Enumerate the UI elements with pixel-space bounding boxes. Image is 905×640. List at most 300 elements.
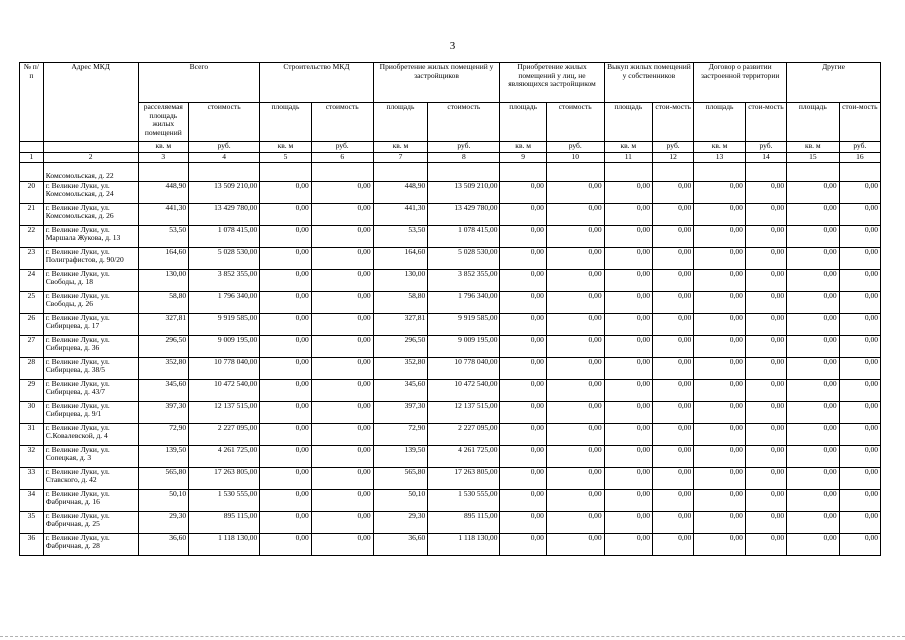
row-purchase-builders-area: 441,30: [373, 203, 428, 225]
row-dev-area: 0,00: [694, 445, 746, 467]
row-purchase-builders-area: 164,60: [373, 247, 428, 269]
unit-rub: руб.: [189, 142, 260, 153]
row-other-cost: 0,00: [839, 467, 880, 489]
column-number: 11: [604, 153, 652, 163]
column-number: 13: [694, 153, 746, 163]
row-purchase-builders-cost: 13 509 210,00: [428, 181, 500, 203]
row-total-area: 397,30: [138, 401, 189, 423]
subheader-cost: стоимость: [189, 103, 260, 142]
row-dev-area: 0,00: [694, 489, 746, 511]
row-buyout-cost: 0,00: [653, 247, 694, 269]
row-other-cost: 0,00: [839, 247, 880, 269]
row-number: 34: [20, 489, 44, 511]
row-buyout-cost: 0,00: [653, 379, 694, 401]
subheader-area: площадь: [694, 103, 746, 142]
row-construction-cost: 0,00: [311, 203, 373, 225]
subheader-cost: стоимость: [428, 103, 500, 142]
row-buyout-cost: 0,00: [653, 291, 694, 313]
unit-rub: руб.: [311, 142, 373, 153]
row-dev-area: 0,00: [694, 291, 746, 313]
row-dev-cost: 0,00: [745, 291, 786, 313]
scan-edge: [0, 636, 905, 637]
row-total-cost: 13 509 210,00: [189, 181, 260, 203]
row-total-area: 58,80: [138, 291, 189, 313]
row-dev-area: 0,00: [694, 203, 746, 225]
row-total-area: 352,80: [138, 357, 189, 379]
row-address: г. Великие Луки, ул. Сибирцева, д. 17: [43, 313, 138, 335]
table-row: [20, 533, 881, 555]
table-row: [20, 335, 881, 357]
row-other-area: 0,00: [787, 357, 840, 379]
row-construction-area: 0,00: [260, 313, 312, 335]
row-other-cost: 0,00: [839, 423, 880, 445]
row-dev-cost: 0,00: [745, 511, 786, 533]
header-total: Всего: [138, 63, 260, 103]
subheader-area: площадь: [604, 103, 652, 142]
row-purchase-builders-area: 58,80: [373, 291, 428, 313]
unit-sqm: кв. м: [138, 142, 189, 153]
row-buyout-cost: 0,00: [653, 357, 694, 379]
row-address: г. Великие Луки, ул. Сибирцева, д. 9/1: [43, 401, 138, 423]
row-construction-area: 0,00: [260, 423, 312, 445]
row-total-cost: 1 078 415,00: [189, 225, 260, 247]
column-number: 7: [373, 153, 428, 163]
row-other-cost: 0,00: [839, 269, 880, 291]
row-other-area: 0,00: [787, 511, 840, 533]
subheader-area: площадь: [373, 103, 428, 142]
column-number: 6: [311, 153, 373, 163]
row-construction-area: 0,00: [260, 489, 312, 511]
row-buyout-cost: 0,00: [653, 203, 694, 225]
row-address: г. Великие Луки, ул. Фабричная, д. 16: [43, 489, 138, 511]
page-number: 3: [449, 40, 456, 52]
row-purchase-builders-cost: 4 261 725,00: [428, 445, 500, 467]
subheader-area: площадь: [787, 103, 840, 142]
row-dev-area: 0,00: [694, 269, 746, 291]
row-total-cost: 3 852 355,00: [189, 269, 260, 291]
row-purchase-nonbuilders-area: 0,00: [500, 203, 546, 225]
row-total-cost: 895 115,00: [189, 511, 260, 533]
row-purchase-nonbuilders-cost: 0,00: [546, 269, 604, 291]
row-purchase-nonbuilders-area: 0,00: [500, 401, 546, 423]
row-construction-cost: 0,00: [311, 379, 373, 401]
row-dev-area: 0,00: [694, 181, 746, 203]
subheader-cost: стои-мость: [839, 103, 880, 142]
row-buyout-area: 0,00: [604, 225, 652, 247]
row-construction-area: 0,00: [260, 357, 312, 379]
row-construction-cost: 0,00: [311, 533, 373, 555]
column-number: 9: [500, 153, 546, 163]
column-number: 8: [428, 153, 500, 163]
row-address: г. Великие Луки, ул. Сибирцева, д. 36: [43, 335, 138, 357]
row-dev-cost: 0,00: [745, 269, 786, 291]
row-other-area: 0,00: [787, 533, 840, 555]
row-purchase-nonbuilders-area: 0,00: [500, 357, 546, 379]
row-dev-cost: 0,00: [745, 467, 786, 489]
row-purchase-nonbuilders-cost: 0,00: [546, 225, 604, 247]
row-purchase-builders-area: 296,50: [373, 335, 428, 357]
row-dev-area: 0,00: [694, 467, 746, 489]
row-total-area: 164,60: [138, 247, 189, 269]
row-other-cost: 0,00: [839, 511, 880, 533]
row-purchase-nonbuilders-area: 0,00: [500, 181, 546, 203]
row-number: 30: [20, 401, 44, 423]
row-construction-area: 0,00: [260, 533, 312, 555]
column-number: 12: [653, 153, 694, 163]
row-total-area: 345,60: [138, 379, 189, 401]
row-purchase-builders-area: 352,80: [373, 357, 428, 379]
row-address: г. Великие Луки, ул. Сибирцева, д. 43/7: [43, 379, 138, 401]
row-dev-area: 0,00: [694, 379, 746, 401]
row-buyout-area: 0,00: [604, 401, 652, 423]
row-other-area: 0,00: [787, 423, 840, 445]
row-dev-area: 0,00: [694, 401, 746, 423]
row-other-area: 0,00: [787, 269, 840, 291]
row-buyout-area: 0,00: [604, 357, 652, 379]
column-number: 16: [839, 153, 880, 163]
row-purchase-builders-cost: 5 028 530,00: [428, 247, 500, 269]
row-construction-cost: 0,00: [311, 511, 373, 533]
subheader-area: площадь: [260, 103, 312, 142]
fragment-address: Комсомольская, д. 22: [43, 162, 138, 181]
row-purchase-nonbuilders-area: 0,00: [500, 291, 546, 313]
row-purchase-builders-area: 130,00: [373, 269, 428, 291]
row-other-cost: 0,00: [839, 533, 880, 555]
row-total-cost: 10 472 540,00: [189, 379, 260, 401]
row-purchase-nonbuilders-area: 0,00: [500, 467, 546, 489]
row-address: г. Великие Луки, ул. Фабричная, д. 25: [43, 511, 138, 533]
subheader-cost: стоимость: [546, 103, 604, 142]
row-total-cost: 5 028 530,00: [189, 247, 260, 269]
row-total-area: 448,90: [138, 181, 189, 203]
row-other-cost: 0,00: [839, 379, 880, 401]
row-purchase-builders-area: 397,30: [373, 401, 428, 423]
row-address: г. Великие Луки, ул. Сибирцева, д. 38/5: [43, 357, 138, 379]
header-dev-agreement: Договор о развитии застроенной территории: [694, 63, 787, 103]
row-construction-cost: 0,00: [311, 489, 373, 511]
table-row: [20, 225, 881, 247]
unit-sqm: кв. м: [694, 142, 746, 153]
unit-sqm: кв. м: [604, 142, 652, 153]
row-construction-cost: 0,00: [311, 247, 373, 269]
row-purchase-nonbuilders-cost: 0,00: [546, 445, 604, 467]
row-total-area: 139,50: [138, 445, 189, 467]
row-construction-area: 0,00: [260, 335, 312, 357]
table-row: [20, 291, 881, 313]
header-purchase-nonbuilders: Приобретение жилых помещений у лиц, не являющихся застройщиком: [500, 63, 604, 103]
row-purchase-builders-cost: 1 078 415,00: [428, 225, 500, 247]
row-address: г. Великие Луки, ул. Ставского, д. 42: [43, 467, 138, 489]
row-dev-area: 0,00: [694, 225, 746, 247]
table-row: [20, 203, 881, 225]
row-construction-area: 0,00: [260, 225, 312, 247]
row-construction-cost: 0,00: [311, 269, 373, 291]
row-purchase-builders-area: 565,80: [373, 467, 428, 489]
row-total-area: 130,00: [138, 269, 189, 291]
row-buyout-area: 0,00: [604, 533, 652, 555]
row-buyout-area: 0,00: [604, 423, 652, 445]
column-number: 10: [546, 153, 604, 163]
row-other-area: 0,00: [787, 445, 840, 467]
row-number: 31: [20, 423, 44, 445]
row-total-area: 72,90: [138, 423, 189, 445]
unit-sqm: кв. м: [787, 142, 840, 153]
row-dev-cost: 0,00: [745, 335, 786, 357]
row-buyout-cost: 0,00: [653, 445, 694, 467]
row-construction-area: 0,00: [260, 511, 312, 533]
row-address: г. Великие Луки, ул. Сопецкая, д. 3: [43, 445, 138, 467]
row-purchase-builders-cost: 1 118 130,00: [428, 533, 500, 555]
row-number: 25: [20, 291, 44, 313]
row-purchase-builders-cost: 12 137 515,00: [428, 401, 500, 423]
row-purchase-nonbuilders-area: 0,00: [500, 313, 546, 335]
row-purchase-builders-area: 50,10: [373, 489, 428, 511]
row-construction-area: 0,00: [260, 269, 312, 291]
row-construction-cost: 0,00: [311, 181, 373, 203]
row-purchase-nonbuilders-cost: 0,00: [546, 181, 604, 203]
row-buyout-area: 0,00: [604, 181, 652, 203]
row-purchase-nonbuilders-cost: 0,00: [546, 313, 604, 335]
header-buyout: Выкуп жилых помещений у собственников: [604, 63, 694, 103]
row-buyout-cost: 0,00: [653, 335, 694, 357]
row-number: 36: [20, 533, 44, 555]
row-other-area: 0,00: [787, 181, 840, 203]
row-total-area: 29,30: [138, 511, 189, 533]
row-dev-area: 0,00: [694, 335, 746, 357]
row-other-area: 0,00: [787, 335, 840, 357]
row-address: г. Великие Луки, ул. Комсомольская, д. 24: [43, 181, 138, 203]
row-purchase-builders-cost: 9 009 195,00: [428, 335, 500, 357]
row-total-cost: 1 796 340,00: [189, 291, 260, 313]
row-purchase-builders-area: 29,30: [373, 511, 428, 533]
row-total-area: 50,10: [138, 489, 189, 511]
row-total-cost: 10 778 040,00: [189, 357, 260, 379]
unit-rub: руб.: [745, 142, 786, 153]
row-dev-cost: 0,00: [745, 181, 786, 203]
row-purchase-nonbuilders-area: 0,00: [500, 247, 546, 269]
row-address: г. Великие Луки, ул. Комсомольская, д. 26: [43, 203, 138, 225]
row-purchase-builders-cost: 9 919 585,00: [428, 313, 500, 335]
row-other-cost: 0,00: [839, 357, 880, 379]
row-construction-cost: 0,00: [311, 313, 373, 335]
row-purchase-nonbuilders-cost: 0,00: [546, 379, 604, 401]
row-number: 27: [20, 335, 44, 357]
row-purchase-nonbuilders-cost: 0,00: [546, 203, 604, 225]
column-number: 15: [787, 153, 840, 163]
row-construction-area: 0,00: [260, 291, 312, 313]
row-construction-cost: 0,00: [311, 291, 373, 313]
row-construction-area: 0,00: [260, 379, 312, 401]
unit-rub: руб.: [653, 142, 694, 153]
row-buyout-area: 0,00: [604, 313, 652, 335]
row-buyout-cost: 0,00: [653, 533, 694, 555]
row-dev-cost: 0,00: [745, 225, 786, 247]
row-other-cost: 0,00: [839, 203, 880, 225]
table-row: [20, 313, 881, 335]
subheader-resettled-area: расселяемая площадь жилых помещений: [138, 103, 189, 142]
row-dev-cost: 0,00: [745, 357, 786, 379]
column-number: 14: [745, 153, 786, 163]
row-address: г. Великие Луки, ул. Маршала Жукова, д. 13: [43, 225, 138, 247]
row-address: г. Великие Луки, ул. Свободы, д. 26: [43, 291, 138, 313]
row-construction-area: 0,00: [260, 247, 312, 269]
row-buyout-cost: 0,00: [653, 401, 694, 423]
row-dev-cost: 0,00: [745, 247, 786, 269]
row-buyout-area: 0,00: [604, 335, 652, 357]
resettlement-table: [19, 62, 881, 556]
row-number: 23: [20, 247, 44, 269]
row-total-area: 327,81: [138, 313, 189, 335]
row-purchase-nonbuilders-area: 0,00: [500, 445, 546, 467]
row-purchase-builders-cost: 1 796 340,00: [428, 291, 500, 313]
row-buyout-cost: 0,00: [653, 467, 694, 489]
row-purchase-nonbuilders-cost: 0,00: [546, 489, 604, 511]
row-construction-cost: 0,00: [311, 357, 373, 379]
row-construction-cost: 0,00: [311, 423, 373, 445]
row-other-area: 0,00: [787, 203, 840, 225]
row-total-cost: 1 118 130,00: [189, 533, 260, 555]
row-dev-area: 0,00: [694, 313, 746, 335]
row-purchase-builders-area: 36,60: [373, 533, 428, 555]
row-dev-cost: 0,00: [745, 401, 786, 423]
row-dev-area: 0,00: [694, 511, 746, 533]
row-buyout-cost: 0,00: [653, 269, 694, 291]
row-purchase-builders-area: 53,50: [373, 225, 428, 247]
row-purchase-nonbuilders-cost: 0,00: [546, 511, 604, 533]
header-other: Другие: [787, 63, 881, 103]
row-purchase-nonbuilders-cost: 0,00: [546, 357, 604, 379]
unit-sqm: кв. м: [373, 142, 428, 153]
row-construction-area: 0,00: [260, 445, 312, 467]
header-purchase-builders: Приобретение жилых помещений у застройщиков: [373, 63, 500, 103]
table-row: [20, 401, 881, 423]
row-construction-area: 0,00: [260, 401, 312, 423]
subheader-cost: стои-мость: [745, 103, 786, 142]
row-purchase-builders-cost: 10 472 540,00: [428, 379, 500, 401]
unit-rub: руб.: [839, 142, 880, 153]
row-number: 33: [20, 467, 44, 489]
row-buyout-area: 0,00: [604, 511, 652, 533]
row-other-area: 0,00: [787, 225, 840, 247]
row-total-cost: 17 263 805,00: [189, 467, 260, 489]
row-buyout-area: 0,00: [604, 269, 652, 291]
row-buyout-cost: 0,00: [653, 181, 694, 203]
row-dev-cost: 0,00: [745, 533, 786, 555]
header-num: № п/п: [20, 63, 44, 142]
row-other-cost: 0,00: [839, 181, 880, 203]
row-total-area: 36,60: [138, 533, 189, 555]
unit-sqm: кв. м: [260, 142, 312, 153]
row-dev-area: 0,00: [694, 247, 746, 269]
row-purchase-builders-area: 327,81: [373, 313, 428, 335]
row-other-cost: 0,00: [839, 401, 880, 423]
row-dev-area: 0,00: [694, 423, 746, 445]
row-number: 21: [20, 203, 44, 225]
column-number: 5: [260, 153, 312, 163]
row-other-area: 0,00: [787, 489, 840, 511]
row-purchase-nonbuilders-area: 0,00: [500, 489, 546, 511]
row-address: г. Великие Луки, ул. Полиграфистов, д. 90/20: [43, 247, 138, 269]
row-buyout-cost: 0,00: [653, 489, 694, 511]
row-purchase-builders-cost: 10 778 040,00: [428, 357, 500, 379]
unit-rub: руб.: [546, 142, 604, 153]
row-number: 35: [20, 511, 44, 533]
row-other-cost: 0,00: [839, 225, 880, 247]
row-purchase-builders-area: 345,60: [373, 379, 428, 401]
row-total-cost: 13 429 780,00: [189, 203, 260, 225]
row-other-cost: 0,00: [839, 291, 880, 313]
row-construction-area: 0,00: [260, 203, 312, 225]
row-construction-cost: 0,00: [311, 401, 373, 423]
row-address: г. Великие Луки, ул. Свободы, д. 18: [43, 269, 138, 291]
column-number: 3: [138, 153, 189, 163]
row-total-area: 565,80: [138, 467, 189, 489]
subheader-cost: стоимость: [311, 103, 373, 142]
row-number: 22: [20, 225, 44, 247]
row-dev-cost: 0,00: [745, 313, 786, 335]
row-other-area: 0,00: [787, 401, 840, 423]
table-row: [20, 489, 881, 511]
subheader-area: площадь: [500, 103, 546, 142]
table-row: [20, 423, 881, 445]
row-buyout-area: 0,00: [604, 489, 652, 511]
row-total-area: 441,30: [138, 203, 189, 225]
table-row: [20, 467, 881, 489]
row-buyout-area: 0,00: [604, 467, 652, 489]
table-row: [20, 379, 881, 401]
row-purchase-nonbuilders-area: 0,00: [500, 379, 546, 401]
row-purchase-builders-area: 139,50: [373, 445, 428, 467]
table-row: [20, 269, 881, 291]
row-purchase-builders-area: 448,90: [373, 181, 428, 203]
table-row: [20, 445, 881, 467]
row-purchase-nonbuilders-cost: 0,00: [546, 335, 604, 357]
row-purchase-nonbuilders-area: 0,00: [500, 533, 546, 555]
row-total-cost: 12 137 515,00: [189, 401, 260, 423]
unit-rub: руб.: [428, 142, 500, 153]
row-total-cost: 4 261 725,00: [189, 445, 260, 467]
row-purchase-nonbuilders-cost: 0,00: [546, 247, 604, 269]
row-total-cost: 9 009 195,00: [189, 335, 260, 357]
row-buyout-area: 0,00: [604, 247, 652, 269]
header-address: Адрес МКД: [43, 63, 138, 142]
row-other-cost: 0,00: [839, 335, 880, 357]
row-total-cost: 9 919 585,00: [189, 313, 260, 335]
row-purchase-builders-cost: 895 115,00: [428, 511, 500, 533]
row-purchase-nonbuilders-cost: 0,00: [546, 401, 604, 423]
row-other-cost: 0,00: [839, 489, 880, 511]
header-construction: Строительство МКД: [260, 63, 373, 103]
row-purchase-nonbuilders-area: 0,00: [500, 511, 546, 533]
row-dev-cost: 0,00: [745, 203, 786, 225]
row-purchase-nonbuilders-area: 0,00: [500, 423, 546, 445]
row-number: 20: [20, 181, 44, 203]
row-other-area: 0,00: [787, 379, 840, 401]
row-purchase-builders-cost: 3 852 355,00: [428, 269, 500, 291]
row-purchase-builders-cost: 17 263 805,00: [428, 467, 500, 489]
table-row: [20, 247, 881, 269]
row-buyout-area: 0,00: [604, 379, 652, 401]
row-total-cost: 1 530 555,00: [189, 489, 260, 511]
row-number: 32: [20, 445, 44, 467]
row-number: 26: [20, 313, 44, 335]
row-construction-cost: 0,00: [311, 445, 373, 467]
row-dev-cost: 0,00: [745, 489, 786, 511]
row-purchase-nonbuilders-cost: 0,00: [546, 423, 604, 445]
row-construction-cost: 0,00: [311, 335, 373, 357]
row-dev-area: 0,00: [694, 357, 746, 379]
row-other-area: 0,00: [787, 467, 840, 489]
